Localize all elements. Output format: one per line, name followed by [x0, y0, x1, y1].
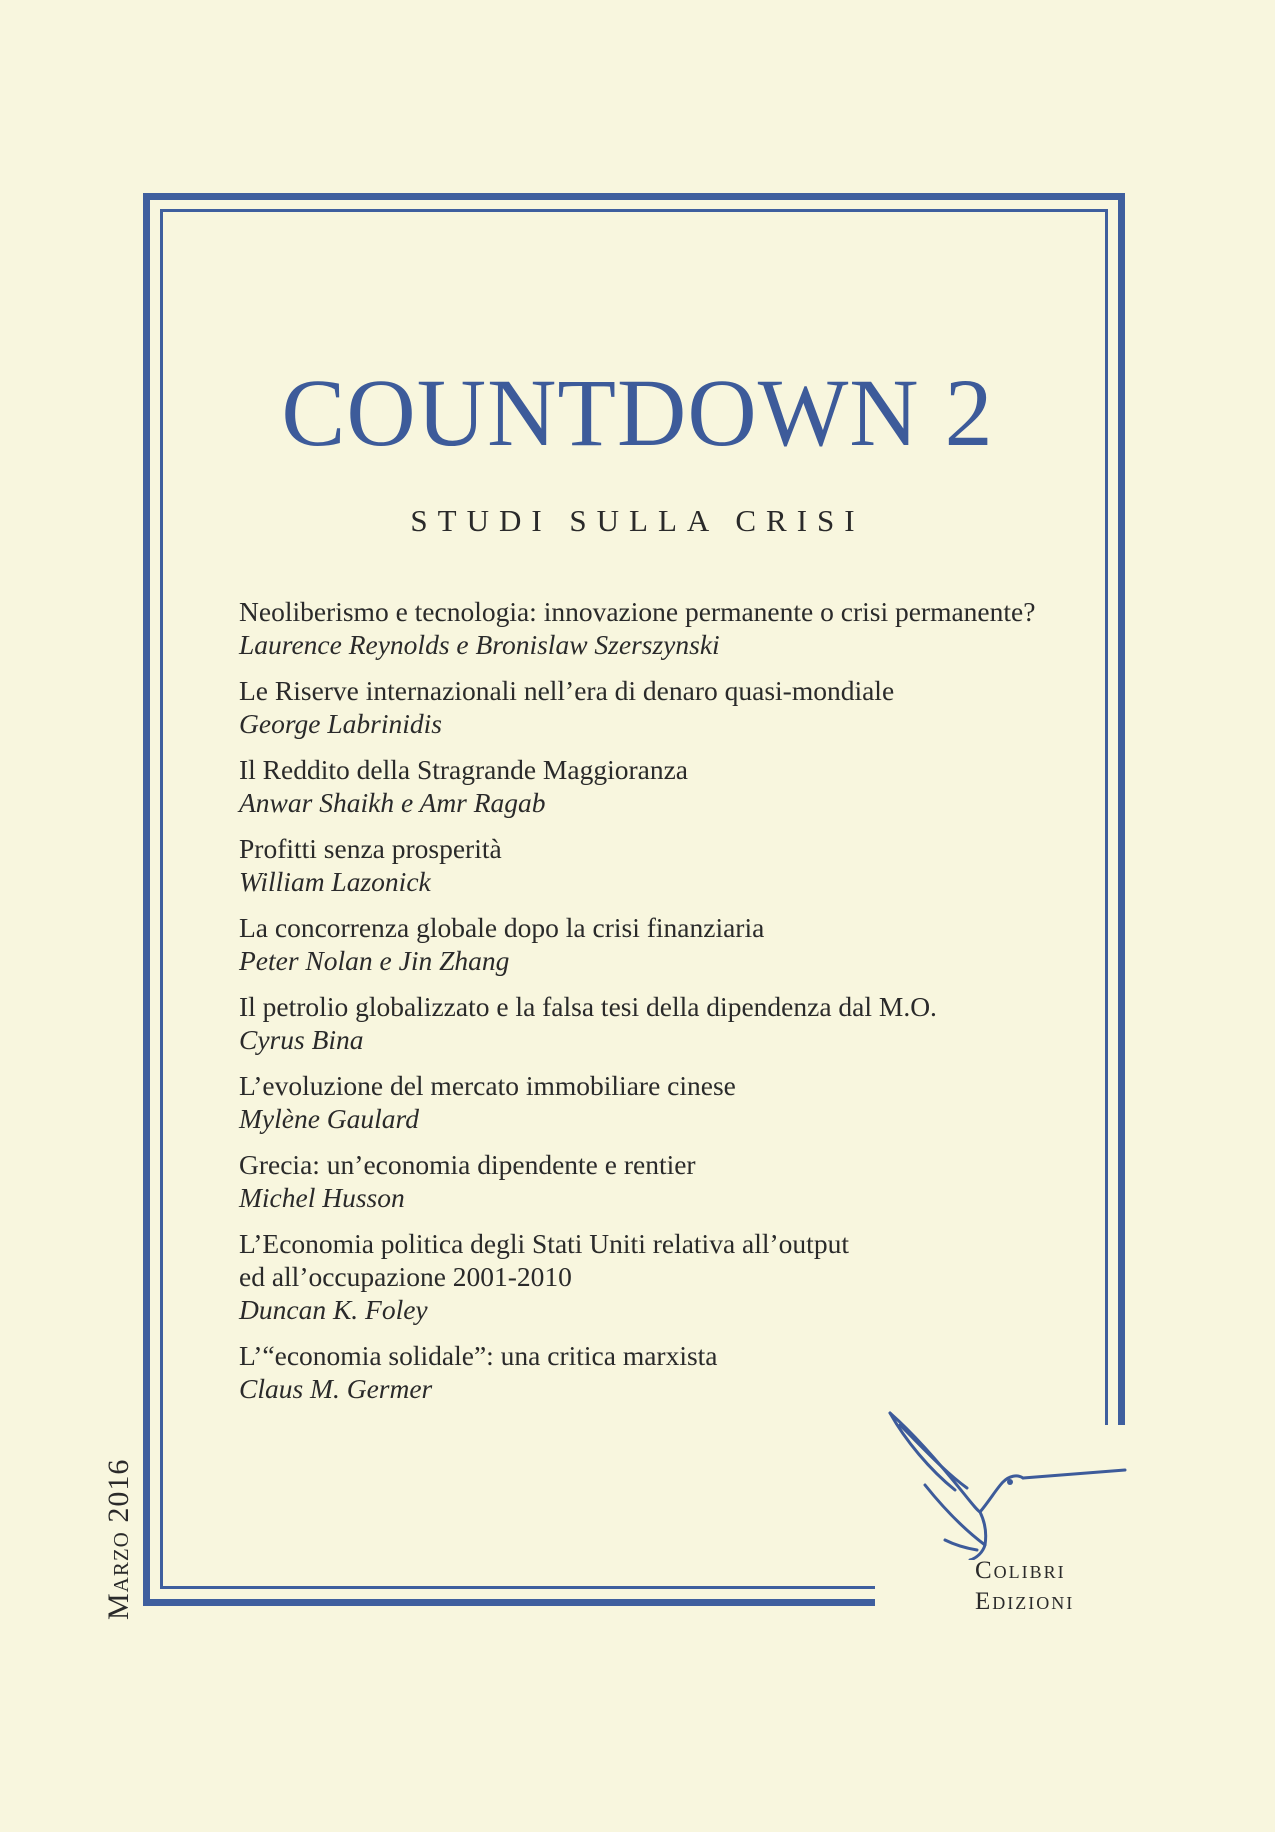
toc-entry — [239, 990, 1079, 1056]
article-title: Profitti senza prosperità — [239, 833, 502, 864]
article-title-continued: ed all’occupazione 2001-2010 — [239, 1261, 572, 1292]
article-author: Claus M. Germer — [239, 1373, 433, 1404]
publisher-line-2: Edizioni — [975, 1588, 1075, 1615]
article-author: Anwar Shaikh e Amr Ragab — [239, 787, 546, 818]
article-author: William Lazonick — [239, 866, 431, 897]
article-title: Il petrolio globalizzato e la falsa tesi della dipendenza dal M.O. — [239, 991, 937, 1022]
cover-title: COUNTDOWN 2 — [281, 359, 994, 466]
publisher-line-1: Colibri — [975, 1557, 1066, 1584]
article-author: Michel Husson — [239, 1182, 405, 1213]
toc-entry — [239, 1339, 1079, 1405]
toc-entry — [239, 674, 1079, 740]
article-author: Duncan K. Foley — [239, 1294, 428, 1325]
article-title: L’Economia politica degli Stati Uniti relativa all’output — [239, 1228, 849, 1259]
toc-entry — [239, 911, 1079, 977]
article-title: Grecia: un’economia dipendente e rentier — [239, 1149, 696, 1180]
article-author: Laurence Reynolds e Bronislaw Szerszynski — [239, 629, 720, 660]
hummingbird-logo-icon — [885, 1410, 1135, 1560]
toc-entry — [239, 832, 1079, 898]
article-title: L’“economia solidale”: una critica marxista — [239, 1340, 718, 1371]
article-author: Peter Nolan e Jin Zhang — [239, 945, 510, 976]
article-title: Le Riserve internazionali nell’era di denaro quasi-mondiale — [239, 675, 895, 706]
issue-date: Marzo 2016 — [102, 1458, 135, 1620]
article-title: La concorrenza globale dopo la crisi finanziaria — [239, 912, 765, 943]
toc-entry — [239, 1227, 1079, 1326]
cover-subtitle: STUDI SULLA CRISI — [410, 503, 865, 538]
toc-entry — [239, 1069, 1079, 1135]
toc-entry — [239, 753, 1079, 819]
article-title: L’evoluzione del mercato immobiliare cinese — [239, 1070, 736, 1101]
toc-entry — [239, 595, 1079, 661]
article-title: Il Reddito della Stragrande Maggioranza — [239, 754, 689, 785]
article-author: Cyrus Bina — [239, 1024, 364, 1055]
publisher-name — [975, 1555, 1125, 1617]
article-author: George Labrinidis — [239, 708, 442, 739]
article-author: Mylène Gaulard — [239, 1103, 419, 1134]
table-of-contents — [239, 595, 1079, 1418]
article-title: Neoliberismo e tecnologia: innovazione permanente o crisi permanente? — [239, 596, 1036, 627]
toc-entry — [239, 1148, 1079, 1214]
